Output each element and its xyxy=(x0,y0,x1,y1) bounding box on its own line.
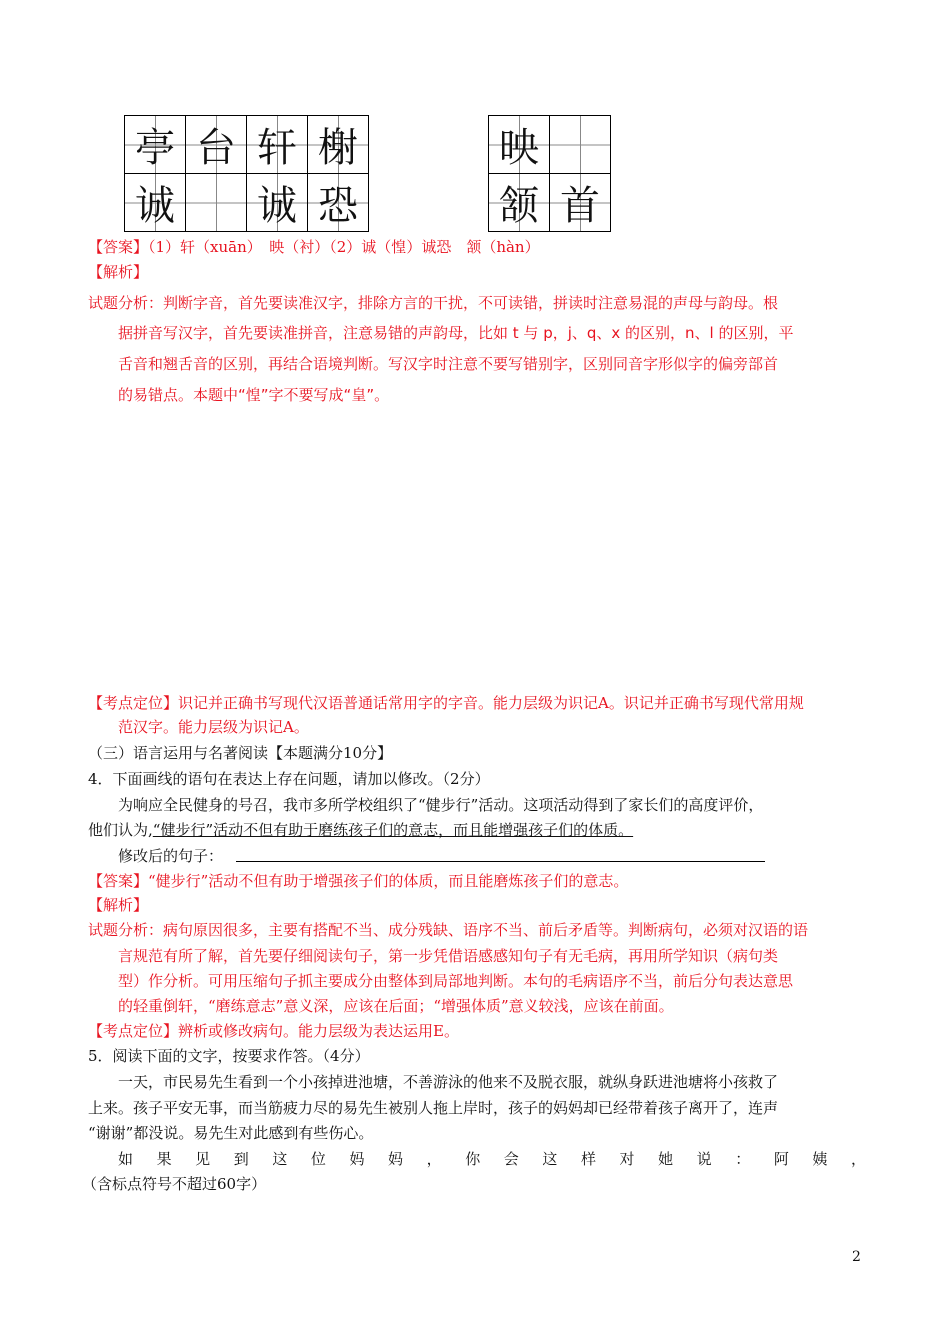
answer-blank-line[interactable] xyxy=(236,861,765,862)
prompt-char: ， xyxy=(850,1150,866,1168)
grid-cell: 诚 xyxy=(247,174,308,232)
prompt-char: 妈 xyxy=(349,1150,365,1168)
page-number: 2 xyxy=(852,1249,861,1265)
char-grid-right xyxy=(488,115,611,232)
q5-passage-line: “谢谢”都没说。易先生对此感到有些伤心。 xyxy=(88,1124,374,1142)
q4-underlined-sentence: “健步行”活动不但有助于磨练孩子们的意志，而且能增强孩子们的体质。 xyxy=(152,821,634,839)
prompt-char: 你 xyxy=(465,1150,481,1168)
prompt-char: 会 xyxy=(503,1150,519,1168)
q5-passage-line: 上来。孩子平安无事，而当筋疲力尽的易先生被别人拖上岸时，孩子的妈妈却已经带着孩子离开了，连声 xyxy=(88,1099,779,1117)
q3-kaodian: 【考点定位】识记并正确书写现代汉语普通话常用字的字音。能力层级为识记A。识记并正确书写现代常用规 xyxy=(88,694,804,712)
q4-para-line xyxy=(88,820,633,840)
prompt-char: 果 xyxy=(156,1150,172,1168)
q3-analysis-line: 试题分析：判断字音，首先要读准汉字，排除方言的干扰，不可读错，拼读时注意易混的声母与韵母。根 xyxy=(88,294,779,312)
prompt-char: ： xyxy=(735,1150,751,1168)
prompt-char: 对 xyxy=(619,1150,635,1168)
prompt-char: 样 xyxy=(580,1150,596,1168)
prompt-char: 这 xyxy=(542,1150,558,1168)
q4-revise-label: 修改后的句子： xyxy=(118,847,224,865)
q4-analysis-line: 型）作分析。可用压缩句子抓主要成分由整体到局部地判断。本句的毛病语序不当，前后分句表达意思 xyxy=(118,972,794,990)
q5-prompt-line xyxy=(118,1149,866,1169)
grid-cell xyxy=(186,174,247,232)
char-grid-left xyxy=(124,115,369,232)
q5-note: （含标点符号不超过60字） xyxy=(82,1175,267,1193)
q3-analysis-label: 【解析】 xyxy=(88,263,149,281)
prompt-char: 说 xyxy=(696,1150,712,1168)
prompt-char: 这 xyxy=(272,1150,288,1168)
grid-cell: 颔 xyxy=(489,174,550,232)
q5-title: 5．阅读下面的文字，按要求作答。（4分） xyxy=(88,1047,370,1065)
grid-cell: 榭 xyxy=(308,116,369,174)
grid-cell: 诚 xyxy=(125,174,186,232)
prompt-char: 阿 xyxy=(773,1150,789,1168)
prompt-char: 她 xyxy=(658,1150,674,1168)
grid-cell xyxy=(550,116,611,174)
q4-analysis-line: 试题分析：病句原因很多，主要有搭配不当、成分残缺、语序不当、前后矛盾等。判断病句，必须对汉语的语 xyxy=(88,921,809,939)
prompt-char: 姨 xyxy=(812,1150,828,1168)
q4-para-prefix: 他们认为, xyxy=(88,821,153,839)
grid-cell: 亭 xyxy=(125,116,186,174)
prompt-char: 见 xyxy=(195,1150,211,1168)
q4-kaodian: 【考点定位】辨析或修改病句。能力层级为表达运用E。 xyxy=(88,1022,459,1040)
grid-cell: 映 xyxy=(489,116,550,174)
q3-kaodian-cont: 范汉字。能力层级为识记A。 xyxy=(118,718,309,736)
prompt-char: 到 xyxy=(233,1150,249,1168)
section-heading: （三）语言运用与名著阅读【本题满分10分】 xyxy=(88,744,393,762)
q3-answer: 【答案】（1）轩（xuān） 映（衬）（2）诚（惶）诚恐 颔（hàn） xyxy=(88,238,540,256)
q4-analysis-line: 言规范有所了解，首先要仔细阅读句子，第一步凭借语感感知句子有无毛病，再用所学知识（病句类 xyxy=(118,947,779,965)
prompt-char: ， xyxy=(426,1150,442,1168)
q4-answer: 【答案】“健步行”活动不但有助于增强孩子们的体质，而且能磨炼孩子们的意志。 xyxy=(88,872,629,890)
prompt-char: 如 xyxy=(118,1150,134,1168)
prompt-char: 妈 xyxy=(388,1150,404,1168)
q4-analysis-line: 的轻重倒轩，“磨练意志”意义深，应该在后面；“增强体质”意义较浅，应该在前面。 xyxy=(118,997,674,1015)
grid-cell: 轩 xyxy=(247,116,308,174)
grid-cell: 首 xyxy=(550,174,611,232)
q4-title: 4．下面画线的语句在表达上存在问题，请加以修改。（2分） xyxy=(88,770,490,788)
q3-analysis-line: 舌音和翘舌音的区别，再结合语境判断。写汉字时注意不要写错别字，区别同音字形似字的偏旁部首 xyxy=(118,355,779,373)
q4-para-line: 为响应全民健身的号召，我市多所学校组织了“健步行”活动。这项活动得到了家长们的高度评价， xyxy=(118,796,764,814)
q5-passage-line: 一天，市民易先生看到一个小孩掉进池塘，不善游泳的他来不及脱衣服，就纵身跃进池塘将小孩救了 xyxy=(118,1073,779,1091)
q3-analysis-line: 的易错点。本题中“惶”字不要写成“皇”。 xyxy=(118,386,390,404)
q4-analysis-label: 【解析】 xyxy=(88,896,149,914)
grid-cell: 恐 xyxy=(308,174,369,232)
q3-analysis-line: 据拼音写汉字，首先要读准拼音，注意易错的声韵母，比如 t 与 p，j、q、x 的区别，n、l 的区别，平 xyxy=(118,324,794,342)
prompt-char: 位 xyxy=(310,1150,326,1168)
grid-cell: 台 xyxy=(186,116,247,174)
